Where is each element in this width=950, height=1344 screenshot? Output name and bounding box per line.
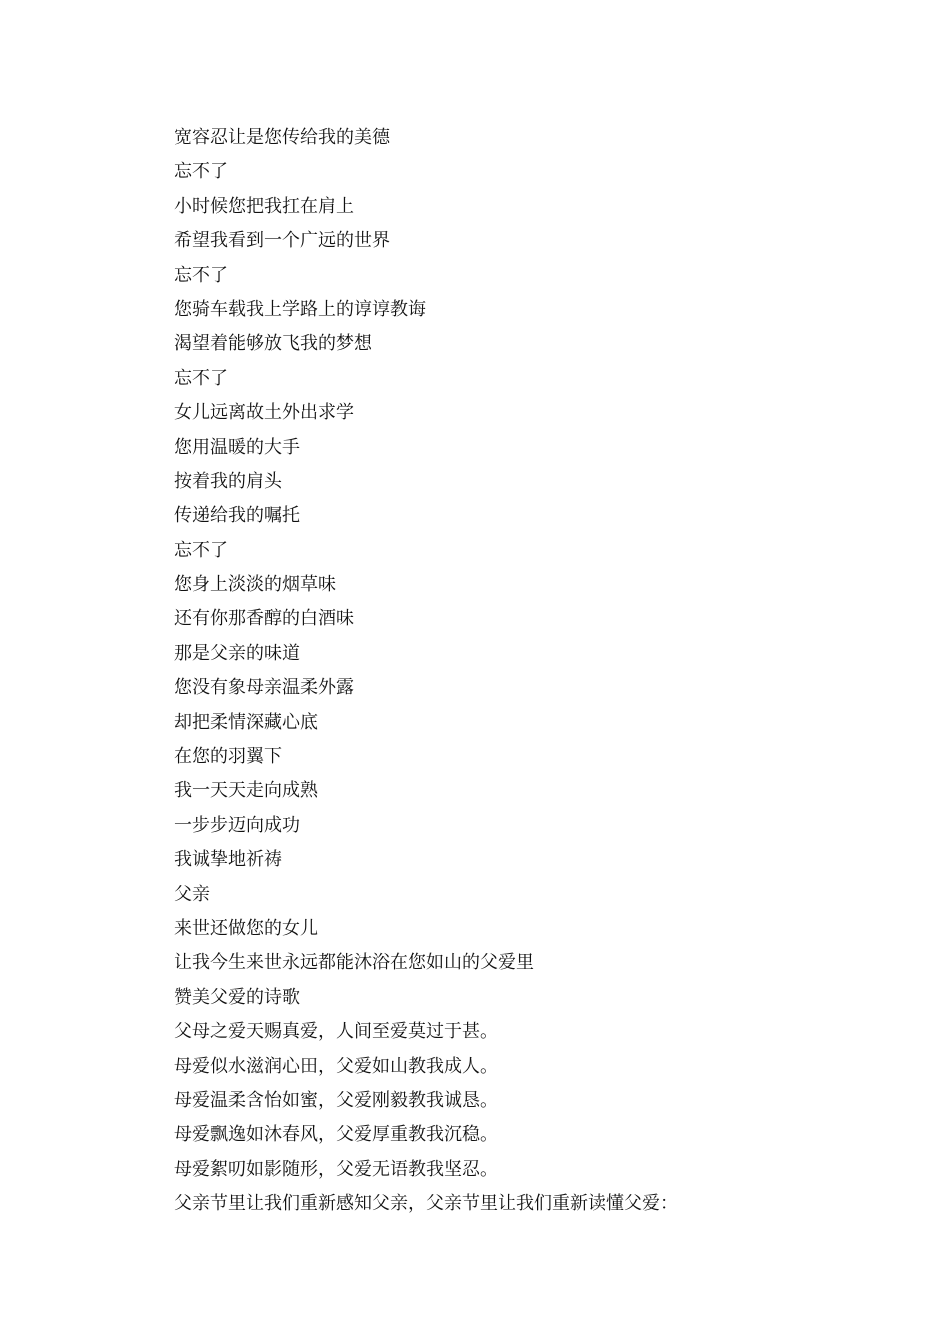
text-line: 让我今生来世永远都能沐浴在您如山的父爱里 <box>174 952 534 974</box>
text-line: 忘不了 <box>174 264 228 286</box>
text-line: 小时候您把我扛在肩上 <box>174 195 354 217</box>
document-body <box>174 121 874 1222</box>
text-line: 在您的羽翼下 <box>174 746 282 768</box>
text-line: 您用温暖的大手 <box>174 436 300 458</box>
text-line: 母爱絮叨如影随形，父爱无语教我坚忍。 <box>174 1158 498 1180</box>
text-line: 来世还做您的女儿 <box>174 917 318 939</box>
text-line: 母爱似水滋润心田，父爱如山教我成人。 <box>174 1055 498 1077</box>
text-line: 您没有象母亲温柔外露 <box>174 677 354 699</box>
text-line: 忘不了 <box>174 161 228 183</box>
text-line: 我一天天走向成熟 <box>174 780 318 802</box>
text-line: 您身上淡淡的烟草味 <box>174 574 336 596</box>
text-line: 母爱飘逸如沐春风，父爱厚重教我沉稳。 <box>174 1124 498 1146</box>
text-line: 父亲节里让我们重新感知父亲，父亲节里让我们重新读懂父爱： <box>174 1193 678 1215</box>
text-line: 母爱温柔含怡如蜜，父爱刚毅教我诚恳。 <box>174 1089 498 1111</box>
text-line: 那是父亲的味道 <box>174 642 300 664</box>
text-line: 传递给我的嘱托 <box>174 505 300 527</box>
text-line: 一步步迈向成功 <box>174 814 300 836</box>
text-line: 父亲 <box>174 883 210 905</box>
text-line: 按着我的肩头 <box>174 470 282 492</box>
text-line: 父母之爱天赐真爱，人间至爱莫过于甚。 <box>174 1021 498 1043</box>
text-line: 渴望着能够放飞我的梦想 <box>174 333 372 355</box>
text-line: 忘不了 <box>174 367 228 389</box>
text-line: 忘不了 <box>174 539 228 561</box>
text-line: 我诚挚地祈祷 <box>174 849 282 871</box>
text-line: 女儿远离故土外出求学 <box>174 402 354 424</box>
section-heading: 赞美父爱的诗歌 <box>174 986 300 1008</box>
text-line: 还有你那香醇的白酒味 <box>174 608 354 630</box>
text-line: 宽容忍让是您传给我的美德 <box>174 127 390 148</box>
text-line: 您骑车载我上学路上的谆谆教诲 <box>174 298 426 320</box>
text-line: 却把柔情深藏心底 <box>174 711 318 733</box>
text-line: 希望我看到一个广远的世界 <box>174 230 390 252</box>
